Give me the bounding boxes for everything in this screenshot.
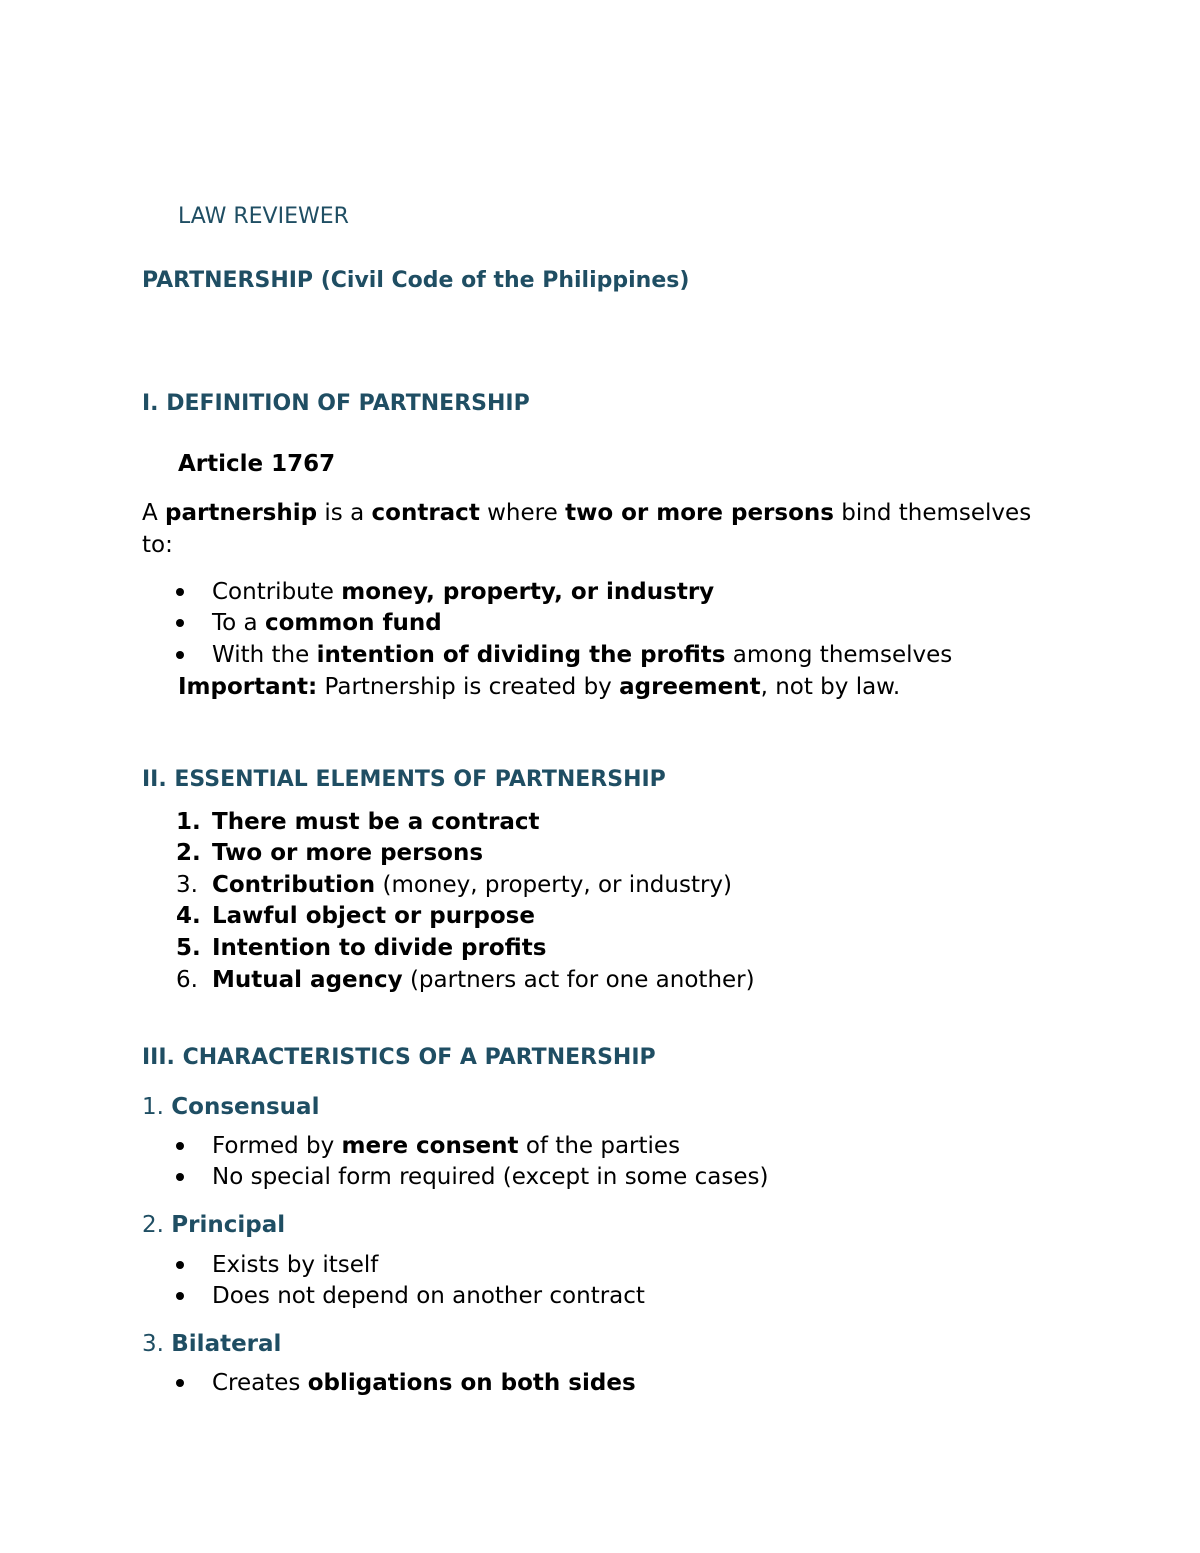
definition-line-1: A partnership is a contract where two or more persons bind themselves: [142, 500, 1032, 526]
list-item: With the intention of dividing the profits among themselves: [212, 642, 953, 668]
subheading-principal: 2. Principal: [142, 1212, 286, 1238]
list-number: 5.: [176, 935, 201, 961]
section-3-heading: III. CHARACTERISTICS OF A PARTNERSHIP: [142, 1045, 656, 1070]
list-item: Contribution (money, property, or industry): [212, 872, 732, 898]
list-number: 1.: [176, 809, 201, 835]
list-item: Mutual agency (partners act for one another): [212, 967, 755, 993]
definition-line-2: to:: [142, 532, 173, 558]
list-item: To a common fund: [212, 610, 442, 636]
subheading-bilateral: 3. Bilateral: [142, 1331, 282, 1357]
article-heading: Article 1767: [178, 451, 336, 477]
bullet-icon: [176, 1261, 184, 1269]
bullet-icon: [176, 1379, 184, 1387]
bullet-icon: [176, 1173, 184, 1181]
bullet-icon: [176, 651, 184, 659]
list-item: Does not depend on another contract: [212, 1283, 645, 1309]
list-number: 2.: [176, 840, 201, 866]
list-item: No special form required (except in some cases): [212, 1164, 769, 1190]
list-item: Two or more persons: [212, 840, 484, 866]
list-number: 4.: [176, 903, 201, 929]
bullet-icon: [176, 619, 184, 627]
section-1-heading: I. DEFINITION OF PARTNERSHIP: [142, 391, 530, 416]
list-item: There must be a contract: [212, 809, 540, 835]
bullet-icon: [176, 1292, 184, 1300]
list-item: Creates obligations on both sides: [212, 1370, 636, 1396]
list-item: Lawful object or purpose: [212, 903, 535, 929]
list-item: Formed by mere consent of the parties: [212, 1133, 681, 1159]
subheading-consensual: 1. Consensual: [142, 1094, 320, 1120]
list-item: Exists by itself: [212, 1252, 379, 1278]
bullet-icon: [176, 588, 184, 596]
list-item: Intention to divide profits: [212, 935, 547, 961]
list-number: 3.: [176, 872, 198, 898]
section-2-heading: II. ESSENTIAL ELEMENTS OF PARTNERSHIP: [142, 767, 666, 792]
important-note: Important: Partnership is created by agreement, not by law.: [178, 674, 901, 700]
list-number: 6.: [176, 967, 198, 993]
bullet-icon: [176, 1142, 184, 1150]
list-item: Contribute money, property, or industry: [212, 579, 715, 605]
document-title: LAW REVIEWER: [178, 204, 349, 229]
subject-title: PARTNERSHIP (Civil Code of the Philippines): [142, 268, 690, 293]
